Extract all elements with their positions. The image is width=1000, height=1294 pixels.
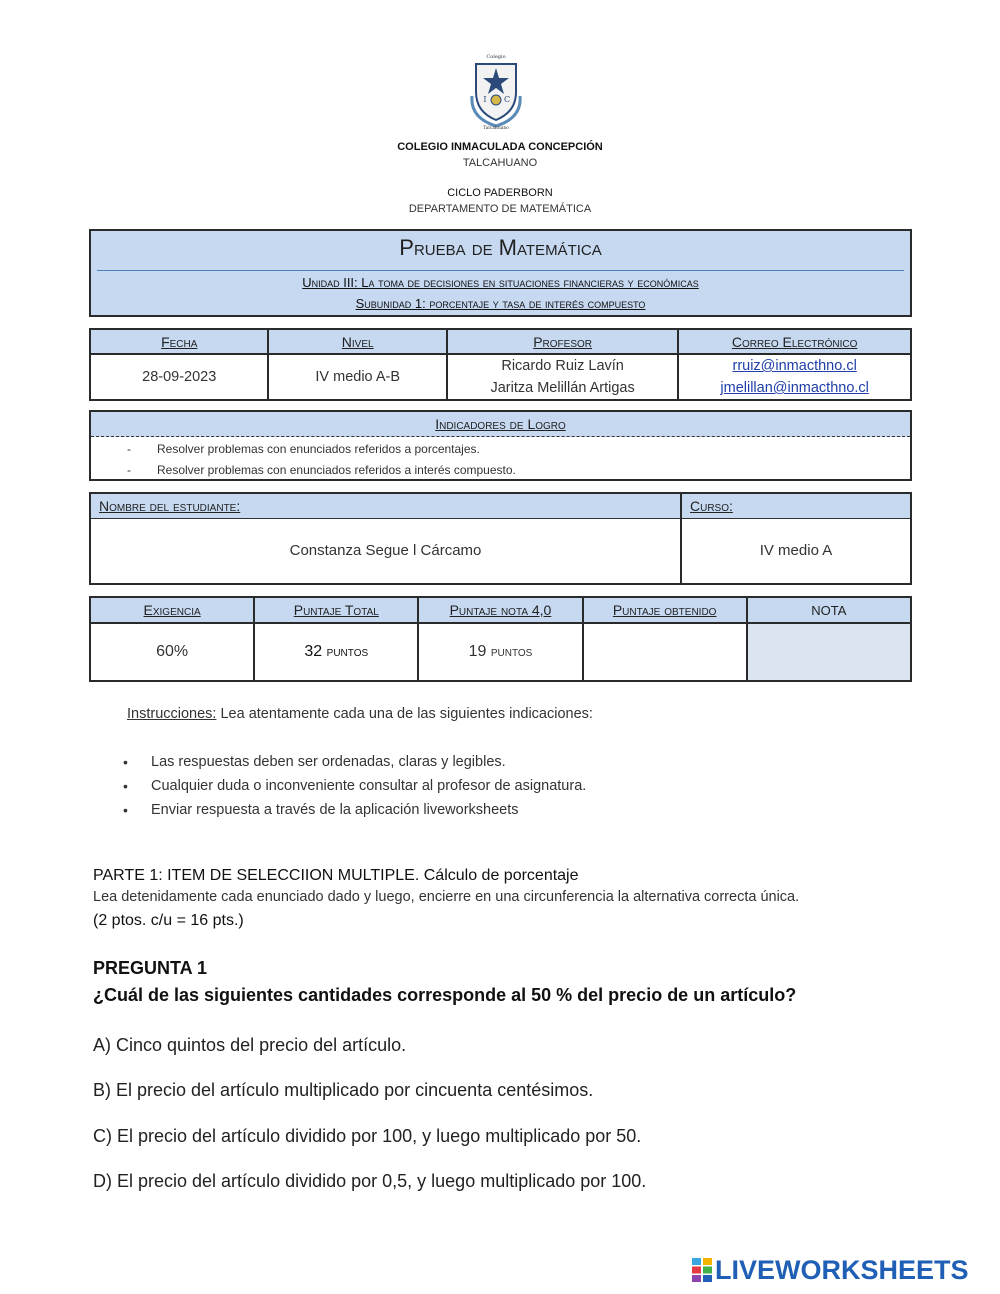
indicator-item: - Resolver problemas con enunciados referidos a interés compuesto. [127,463,516,477]
part1-title: PARTE 1: ITEM DE SELECCIION MULTIPLE. Cálculo de porcentaje [93,867,579,884]
page-title: Prueba de Matemática [399,235,602,260]
header-email: Correo Electrónico [678,329,911,354]
option-c[interactable]: C) El precio del artículo dividido por 100, y luego multiplicado por 50. [93,1126,642,1146]
instructions-label: Instrucciones: [127,706,217,722]
indicator-text-1: Resolver problemas con enunciados referidos a porcentajes. [157,442,480,456]
header-date: Fecha [90,329,268,354]
total-value: 32 puntos [254,623,418,681]
teacher-2: Jaritza Melillán Artigas [490,380,635,396]
student-divider [680,494,682,583]
student-name-label: Nombre del estudiante: [91,494,680,519]
student-box [89,492,912,585]
liveworksheets-icon [692,1258,712,1282]
email-values [678,354,911,400]
header-obtained: Puntaje obtenido [583,597,747,623]
department-name: DEPARTAMENTO DE MATEMÁTICA [408,203,592,215]
school-crest-logo [466,52,526,130]
bullet-icon: • [123,778,128,794]
title-divider [97,270,904,271]
course-label: Curso: [682,494,910,519]
logo-text-bottom: Talcahuano [482,126,510,130]
option-a[interactable]: A) Cinco quintos del precio del artículo. [93,1035,407,1055]
school-name: COLEGIO INMACULADA CONCEPCIÓN [397,141,603,153]
instructions [127,706,593,722]
subunit-title: Subunidad 1: porcentaje y tasa de interés compuesto [355,296,646,311]
liveworksheets-brand [692,1255,969,1285]
option-d[interactable]: D) El precio del artículo dividido por 0,5, y luego multiplicado por 100. [93,1171,647,1191]
exigencia-value: 60% [90,623,254,681]
score-table [89,596,912,682]
header-level: Nivel [268,329,446,354]
indicator-item: - Resolver problemas con enunciados referidos a porcentajes. [127,442,480,456]
question1-text: ¿Cuál de las siguientes cantidades corresponde al 50 % del precio de un artículo? [93,985,797,1005]
list-item: • Las respuestas deben ser ordenadas, claras y legibles. [123,754,506,770]
header-grade: NOTA [747,597,911,623]
indicators-title: Indicadores de Logro [91,412,910,437]
student-name-value[interactable]: Constanza Segue l Cárcamo [289,542,482,559]
logo-letter-right: C [503,95,511,104]
option-b[interactable]: B) El precio del artículo multiplicado por cincuenta centésimos. [93,1080,594,1100]
info-table [89,328,912,401]
header-teacher: Profesor [447,329,678,354]
nota4-value: 19 puntos [418,623,582,681]
question1-label: PREGUNTA 1 [93,958,208,978]
bullet-icon: • [123,754,128,770]
date-value: 28-09-2023 [90,354,268,400]
header-nota4: Puntaje nota 4,0 [418,597,582,623]
level-value: IV medio A-B [268,354,446,400]
header-exigencia: Exigencia [90,597,254,623]
part1-points: (2 ptos. c/u = 16 pts.) [93,912,244,929]
logo-letter-left: I [483,95,487,104]
header-total: Puntaje Total [254,597,418,623]
indicator-text-2: Resolver problemas con enunciados referidos a interés compuesto. [157,463,516,477]
grade-value[interactable] [747,623,911,681]
school-city: TALCAHUANO [462,157,538,169]
bullet-icon: • [123,802,128,818]
email-link-2[interactable]: jmelillan@inmacthno.cl [720,380,869,396]
unit-title: Unidad III: La toma de decisiones en situaciones financieras y económicas [302,275,699,290]
teacher-values [447,354,678,400]
obtained-value[interactable] [583,623,747,681]
instructions-list [123,750,586,822]
indicators-box [89,410,912,481]
cycle-name: CICLO PADERBORN [447,187,553,199]
part1-instruction: Lea detenidamente cada enunciado dado y luego, encierre en una circunferencia la alternativa correcta única. [93,889,800,905]
list-item: • Cualquier duda o inconveniente consultar al profesor de asignatura. [123,778,587,794]
instructions-text: Lea atentamente cada una de las siguientes indicaciones: [216,706,593,722]
email-link-1[interactable]: rruiz@inmacthno.cl [732,358,857,374]
liveworksheets-text: LIVEWORKSHEETS [715,1254,969,1285]
teacher-1: Ricardo Ruiz Lavín [501,358,624,374]
list-item: • Enviar respuesta a través de la aplicación liveworksheets [123,802,519,818]
course-value[interactable]: IV medio A [759,542,833,559]
title-box [89,229,912,317]
logo-text-top: Colegio [486,54,506,60]
